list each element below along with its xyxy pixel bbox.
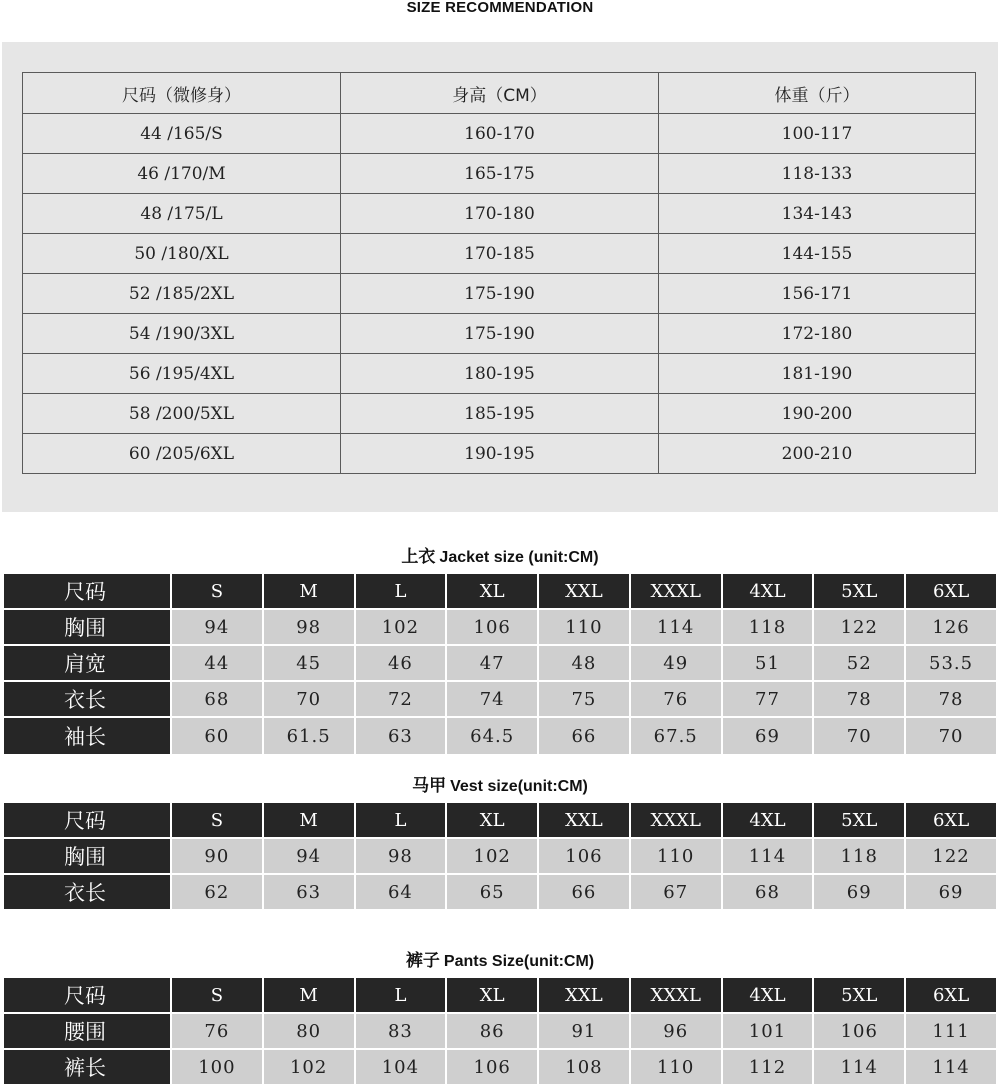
- row-label: 尺码: [4, 978, 170, 1012]
- value-cell: 72: [356, 682, 446, 716]
- height-cell: 180-195: [341, 354, 659, 394]
- size-header-cell: XL: [447, 803, 537, 837]
- size-header-cell: 6XL: [906, 574, 996, 608]
- value-cell: 106: [447, 610, 537, 644]
- header-weight: 体重（斤）: [659, 73, 976, 114]
- table-row: [4, 1014, 996, 1048]
- value-cell: 122: [814, 610, 904, 644]
- value-cell: 47: [447, 646, 537, 680]
- value-cell: 68: [172, 682, 262, 716]
- value-cell: 114: [723, 839, 813, 873]
- row-label: 衣长: [4, 875, 170, 909]
- table-row: [23, 394, 976, 434]
- weight-cell: 156-171: [659, 274, 976, 314]
- size-header-cell: 4XL: [723, 978, 813, 1012]
- size-header-cell: S: [172, 803, 262, 837]
- size-cell: 44 /165/S: [23, 114, 341, 154]
- size-header-row: [4, 978, 996, 1012]
- value-cell: 78: [906, 682, 996, 716]
- value-cell: 52: [814, 646, 904, 680]
- height-cell: 185-195: [341, 394, 659, 434]
- table-row: [23, 354, 976, 394]
- row-label: 腰围: [4, 1014, 170, 1048]
- size-header-cell: 5XL: [814, 574, 904, 608]
- value-cell: 83: [356, 1014, 446, 1048]
- table-row: [23, 194, 976, 234]
- value-cell: 80: [264, 1014, 354, 1048]
- pants-title-en: Pants Size(unit:CM): [443, 953, 595, 970]
- value-cell: 67.5: [631, 718, 721, 754]
- value-cell: 102: [356, 610, 446, 644]
- value-cell: 46: [356, 646, 446, 680]
- value-cell: 76: [631, 682, 721, 716]
- size-header-cell: L: [356, 803, 446, 837]
- value-cell: 63: [356, 718, 446, 754]
- size-recommendation-panel: [2, 42, 998, 512]
- weight-cell: 200-210: [659, 434, 976, 474]
- size-recommendation-table: [22, 72, 976, 474]
- header-height: 身高（CM）: [341, 73, 659, 114]
- page-title: SIZE RECOMMENDATION: [406, 0, 594, 16]
- value-cell: 66: [539, 718, 629, 754]
- size-header-cell: S: [172, 574, 262, 608]
- value-cell: 75: [539, 682, 629, 716]
- size-header-cell: M: [264, 978, 354, 1012]
- jacket-section-title: [0, 542, 1000, 567]
- size-cell: 48 /175/L: [23, 194, 341, 234]
- row-label: 袖长: [4, 718, 170, 754]
- table-row: [4, 718, 996, 754]
- value-cell: 106: [539, 839, 629, 873]
- table-row: [4, 610, 996, 644]
- vest-section-title: [0, 771, 1000, 796]
- value-cell: 101: [723, 1014, 813, 1048]
- value-cell: 64.5: [447, 718, 537, 754]
- size-cell: 50 /180/XL: [23, 234, 341, 274]
- value-cell: 122: [906, 839, 996, 873]
- height-cell: 175-190: [341, 274, 659, 314]
- row-label: 衣长: [4, 682, 170, 716]
- value-cell: 90: [172, 839, 262, 873]
- value-cell: 78: [814, 682, 904, 716]
- size-cell: 52 /185/2XL: [23, 274, 341, 314]
- value-cell: 110: [539, 610, 629, 644]
- value-cell: 91: [539, 1014, 629, 1048]
- value-cell: 98: [264, 610, 354, 644]
- size-header-row: [4, 803, 996, 837]
- value-cell: 126: [906, 610, 996, 644]
- value-cell: 96: [631, 1014, 721, 1048]
- table-row: [4, 682, 996, 716]
- table-row: [23, 434, 976, 474]
- table-header-row: [23, 73, 976, 114]
- height-cell: 190-195: [341, 434, 659, 474]
- value-cell: 61.5: [264, 718, 354, 754]
- value-cell: 106: [814, 1014, 904, 1048]
- weight-cell: 134-143: [659, 194, 976, 234]
- row-label: 尺码: [4, 803, 170, 837]
- pants-section-title: [0, 946, 1000, 971]
- table-row: [23, 274, 976, 314]
- table-row: [23, 234, 976, 274]
- size-header-cell: XXL: [539, 978, 629, 1012]
- vest-title-en: Vest size(unit:CM): [450, 778, 588, 795]
- size-header-cell: M: [264, 803, 354, 837]
- value-cell: 102: [447, 839, 537, 873]
- size-header-cell: XL: [447, 978, 537, 1012]
- jacket-title-en: Jacket size (unit:CM): [439, 549, 599, 566]
- value-cell: 53.5: [906, 646, 996, 680]
- vest-size-table: [2, 801, 998, 911]
- value-cell: 102: [264, 1050, 354, 1084]
- size-header-cell: XXL: [539, 574, 629, 608]
- value-cell: 63: [264, 875, 354, 909]
- value-cell: 45: [264, 646, 354, 680]
- value-cell: 111: [906, 1014, 996, 1048]
- value-cell: 77: [723, 682, 813, 716]
- table-row: [23, 114, 976, 154]
- header-size: 尺码（微修身）: [23, 73, 341, 114]
- value-cell: 86: [447, 1014, 537, 1048]
- value-cell: 70: [264, 682, 354, 716]
- size-header-cell: S: [172, 978, 262, 1012]
- value-cell: 76: [172, 1014, 262, 1048]
- value-cell: 44: [172, 646, 262, 680]
- vest-title-zh: 马甲: [412, 776, 447, 796]
- weight-cell: 181-190: [659, 354, 976, 394]
- value-cell: 64: [356, 875, 446, 909]
- size-header-cell: L: [356, 574, 446, 608]
- value-cell: 94: [172, 610, 262, 644]
- value-cell: 114: [631, 610, 721, 644]
- size-header-cell: XXL: [539, 803, 629, 837]
- size-header-cell: 4XL: [723, 574, 813, 608]
- value-cell: 70: [814, 718, 904, 754]
- value-cell: 69: [723, 718, 813, 754]
- value-cell: 98: [356, 839, 446, 873]
- height-cell: 165-175: [341, 154, 659, 194]
- size-cell: 58 /200/5XL: [23, 394, 341, 434]
- value-cell: 65: [447, 875, 537, 909]
- value-cell: 66: [539, 875, 629, 909]
- row-label: 胸围: [4, 610, 170, 644]
- value-cell: 118: [814, 839, 904, 873]
- jacket-size-table: [2, 572, 998, 756]
- row-label: 胸围: [4, 839, 170, 873]
- size-cell: 60 /205/6XL: [23, 434, 341, 474]
- value-cell: 49: [631, 646, 721, 680]
- table-row: [23, 154, 976, 194]
- weight-cell: 118-133: [659, 154, 976, 194]
- value-cell: 74: [447, 682, 537, 716]
- value-cell: 114: [906, 1050, 996, 1084]
- size-cell: 56 /195/4XL: [23, 354, 341, 394]
- value-cell: 118: [723, 610, 813, 644]
- size-cell: 54 /190/3XL: [23, 314, 341, 354]
- value-cell: 110: [631, 1050, 721, 1084]
- value-cell: 69: [814, 875, 904, 909]
- row-label: 裤长: [4, 1050, 170, 1084]
- value-cell: 94: [264, 839, 354, 873]
- row-label: 肩宽: [4, 646, 170, 680]
- size-header-cell: XXXL: [631, 978, 721, 1012]
- pants-size-table: [2, 976, 998, 1086]
- value-cell: 110: [631, 839, 721, 873]
- size-cell: 46 /170/M: [23, 154, 341, 194]
- size-header-cell: 4XL: [723, 803, 813, 837]
- size-header-cell: 5XL: [814, 803, 904, 837]
- weight-cell: 100-117: [659, 114, 976, 154]
- row-label: 尺码: [4, 574, 170, 608]
- size-header-cell: M: [264, 574, 354, 608]
- table-row: [4, 839, 996, 873]
- table-row: [4, 875, 996, 909]
- value-cell: 48: [539, 646, 629, 680]
- size-header-row: [4, 574, 996, 608]
- size-header-cell: 6XL: [906, 978, 996, 1012]
- weight-cell: 172-180: [659, 314, 976, 354]
- jacket-title-zh: 上衣: [401, 547, 436, 567]
- height-cell: 170-180: [341, 194, 659, 234]
- height-cell: 160-170: [341, 114, 659, 154]
- size-header-cell: L: [356, 978, 446, 1012]
- value-cell: 60: [172, 718, 262, 754]
- value-cell: 69: [906, 875, 996, 909]
- size-header-cell: 6XL: [906, 803, 996, 837]
- value-cell: 104: [356, 1050, 446, 1084]
- value-cell: 112: [723, 1050, 813, 1084]
- table-row: [23, 314, 976, 354]
- value-cell: 108: [539, 1050, 629, 1084]
- value-cell: 51: [723, 646, 813, 680]
- size-header-cell: XL: [447, 574, 537, 608]
- value-cell: 114: [814, 1050, 904, 1084]
- value-cell: 100: [172, 1050, 262, 1084]
- value-cell: 106: [447, 1050, 537, 1084]
- height-cell: 170-185: [341, 234, 659, 274]
- weight-cell: 190-200: [659, 394, 976, 434]
- table-row: [4, 1050, 996, 1084]
- size-header-cell: XXXL: [631, 574, 721, 608]
- height-cell: 175-190: [341, 314, 659, 354]
- size-header-cell: 5XL: [814, 978, 904, 1012]
- weight-cell: 144-155: [659, 234, 976, 274]
- value-cell: 70: [906, 718, 996, 754]
- size-header-cell: XXXL: [631, 803, 721, 837]
- value-cell: 68: [723, 875, 813, 909]
- pants-title-zh: 裤子: [405, 951, 440, 971]
- table-row: [4, 646, 996, 680]
- value-cell: 67: [631, 875, 721, 909]
- value-cell: 62: [172, 875, 262, 909]
